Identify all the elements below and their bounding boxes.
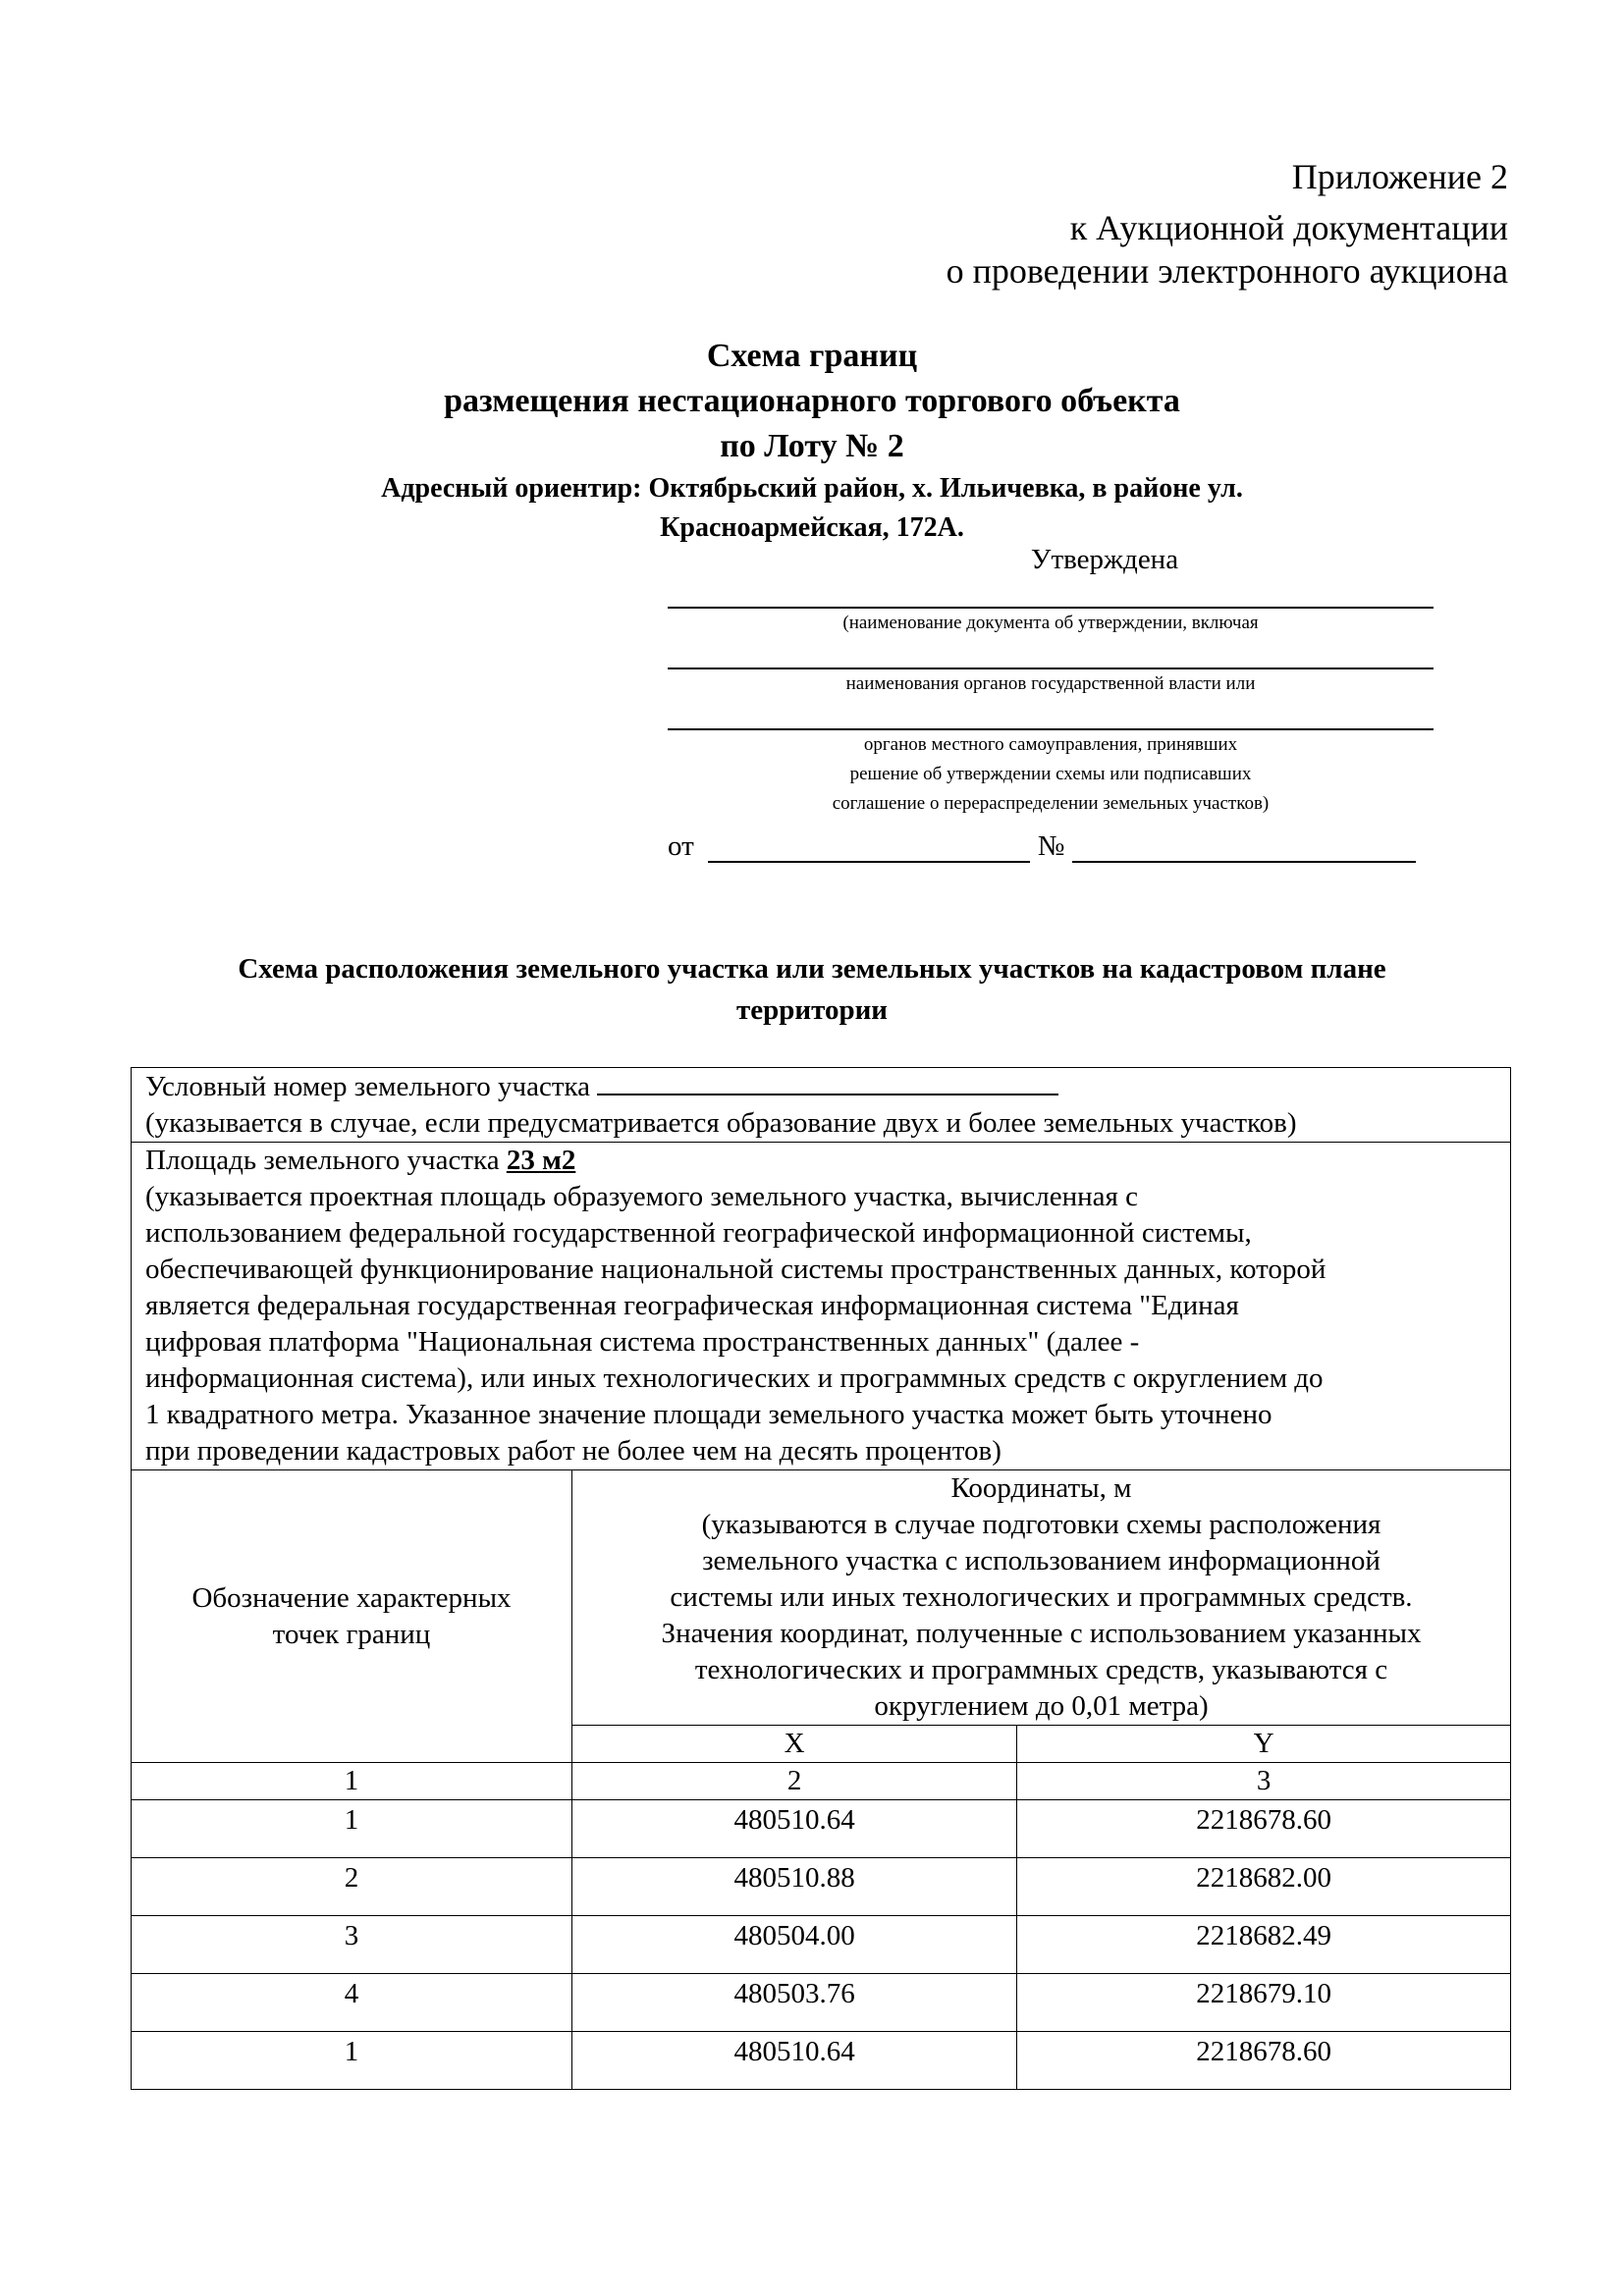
area-note-line-1: (указывается проектная площадь образуемого земельного участка, вычисленная с — [145, 1181, 1139, 1212]
coords-header — [572, 1470, 1511, 1726]
area-note-line-3: обеспечивающей функционирование национальной системы пространственных данных, которой — [145, 1254, 1326, 1285]
column-number-2: 2 — [572, 1763, 1017, 1800]
approved-label: Утверждена — [1030, 544, 1179, 575]
appendix-line2: к Аукционной документации — [1069, 208, 1508, 247]
coords-header-line-6: технологических и программных средств, указываются с — [694, 1654, 1388, 1685]
points-header-line-2: точек границ — [272, 1618, 431, 1650]
coord-x: 480510.64 — [572, 1800, 1017, 1858]
table-row — [132, 1974, 1511, 2032]
approval-note-2: наименования органов государственной власти или — [845, 673, 1256, 694]
area-note-line-5: цифровая платформа "Национальная система пространственных данных" (далее - — [145, 1326, 1140, 1358]
coord-y: 2218682.00 — [1017, 1858, 1511, 1916]
approval-note-1: (наименование документа об утверждении, включая — [842, 613, 1259, 633]
appendix-number: Приложение 2 — [1291, 157, 1508, 196]
approval-note-3: органов местного самоуправления, принявших — [863, 734, 1238, 755]
scheme-title — [0, 948, 1624, 1031]
table-row — [132, 1858, 1511, 1916]
title-line1: Схема границ — [706, 338, 918, 374]
points-header — [132, 1470, 572, 1763]
coord-x: 480504.00 — [572, 1916, 1017, 1974]
coords-header-row — [132, 1470, 1511, 1726]
area-cell — [132, 1143, 1511, 1470]
plot-number-blank — [597, 1068, 1058, 1095]
address-line2: Красноармейская, 172А. — [660, 512, 964, 543]
x-header: X — [572, 1726, 1017, 1763]
approval-note-5: соглашение о перераспределении земельных участков) — [832, 793, 1270, 814]
coords-header-line-3: земельного участка с использованием информационной — [702, 1545, 1380, 1576]
points-header-line-1: Обозначение характерных — [191, 1581, 512, 1614]
date-number-row — [668, 830, 1434, 863]
table-row — [132, 1800, 1511, 1858]
area-note-line-7: 1 квадратного метра. Указанное значение площади земельного участка может быть уточнено — [145, 1399, 1272, 1430]
area-row — [132, 1143, 1511, 1470]
signature-line-1 — [668, 577, 1434, 609]
plot-number-note: (указывается в случае, если предусматривается образование двух и более земельных участков) — [145, 1107, 1297, 1139]
plot-number-label: Условный номер земельного участка — [145, 1071, 591, 1102]
area-note-line-8: при проведении кадастровых работ не более чем на десять процентов) — [145, 1435, 1001, 1467]
area-label: Площадь земельного участка — [145, 1145, 500, 1176]
coords-header-line-5: Значения координат, полученные с использованием указанных — [661, 1618, 1422, 1649]
area-value: 23 м2 — [506, 1145, 576, 1176]
point-id: 4 — [132, 1974, 572, 2032]
point-id: 3 — [132, 1916, 572, 1974]
title-line3: по Лоту № 2 — [720, 428, 904, 464]
area-note-line-6: информационная система), или иных технологических и программных средств с округлением до — [145, 1362, 1324, 1394]
table-row — [132, 1916, 1511, 1974]
coord-x: 480503.76 — [572, 1974, 1017, 2032]
column-numbers-row — [132, 1763, 1511, 1800]
point-id: 1 — [132, 2032, 572, 2090]
date-blank — [708, 833, 1030, 863]
scheme-title-line2: территории — [736, 994, 888, 1026]
number-sign: № — [1037, 830, 1065, 862]
plot-number-row — [132, 1068, 1511, 1143]
y-header: Y — [1017, 1726, 1511, 1763]
document-title — [0, 334, 1624, 469]
signature-line-3 — [668, 699, 1434, 730]
scheme-title-line1: Схема расположения земельного участка или земельных участков на кадастровом плане — [238, 953, 1386, 985]
coordinates-table — [131, 1067, 1511, 2090]
approval-note-4: решение об утверждении схемы или подписавших — [849, 764, 1252, 784]
table-row — [132, 2032, 1511, 2090]
coord-y: 2218679.10 — [1017, 1974, 1511, 2032]
date-prefix: от — [668, 830, 694, 862]
area-note-line-2: использованием федеральной государственной географической информационной системы, — [145, 1217, 1252, 1249]
coords-header-line-7: округлением до 0,01 метра) — [874, 1690, 1209, 1722]
coords-header-line-2: (указываются в случае подготовки схемы расположения — [701, 1509, 1381, 1540]
column-number-3: 3 — [1017, 1763, 1511, 1800]
approval-block — [668, 542, 1434, 863]
point-id: 2 — [132, 1858, 572, 1916]
address-line1: Адресный ориентир: Октябрьский район, х. Ильичевка, в районе ул. — [381, 473, 1243, 504]
coord-y: 2218678.60 — [1017, 2032, 1511, 2090]
area-note-line-4: является федеральная государственная географическая информационная система "Единая — [145, 1290, 1239, 1321]
address-reference — [0, 469, 1624, 548]
number-blank — [1072, 833, 1416, 863]
appendix-header — [947, 155, 1508, 293]
coords-header-line-1: Координаты, м — [950, 1472, 1132, 1504]
plot-number-cell — [132, 1068, 1511, 1143]
point-id: 1 — [132, 1800, 572, 1858]
appendix-line3: о проведении электронного аукциона — [946, 251, 1508, 291]
signature-line-2 — [668, 638, 1434, 669]
coords-header-line-4: системы или иных технологических и программных средств. — [670, 1581, 1413, 1613]
title-line2: размещения нестационарного торгового объекта — [444, 383, 1180, 419]
coord-y: 2218678.60 — [1017, 1800, 1511, 1858]
coord-x: 480510.64 — [572, 2032, 1017, 2090]
coord-x: 480510.88 — [572, 1858, 1017, 1916]
column-number-1: 1 — [132, 1763, 572, 1800]
coord-y: 2218682.49 — [1017, 1916, 1511, 1974]
